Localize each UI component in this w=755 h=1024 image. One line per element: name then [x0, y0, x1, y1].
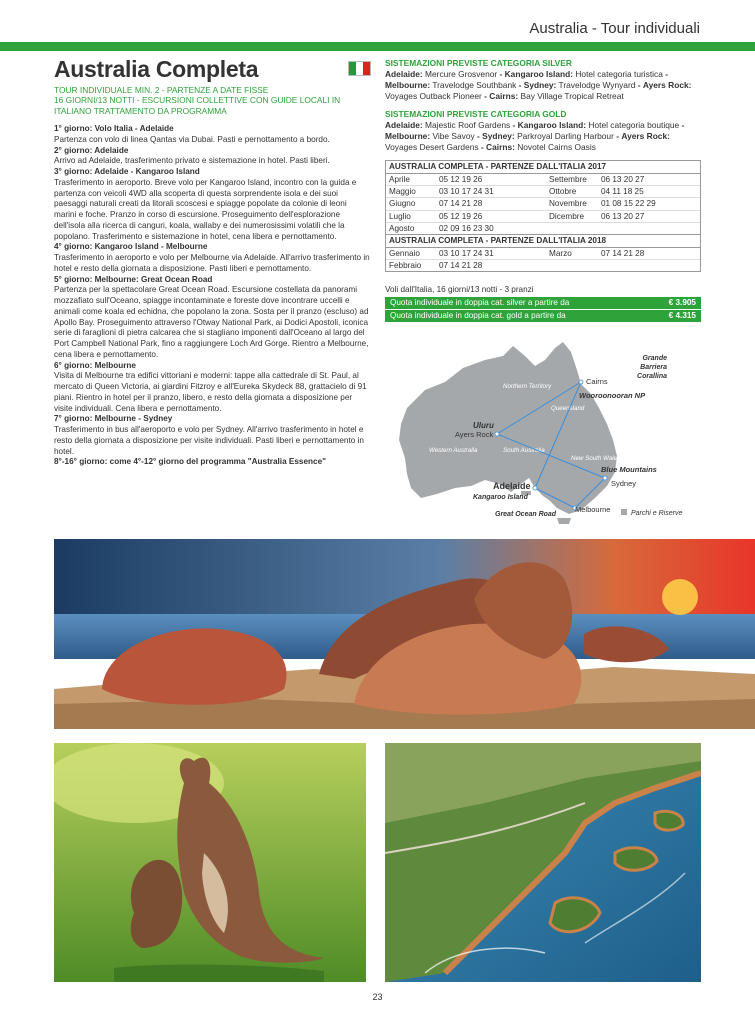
hotel-place: Melbourne: — [385, 80, 431, 90]
day-text: Visita di Melbourne tra edifici vittoriani e moderni: tappe alla cattedrale di St. Paul, al mercato di Queen Victoria, ai giardini Fitzroy e all'Eureka Skydeck 88, grattacielo di 91 piani. Rientro in hotel per il pranzo, libero, e resto della giornata a disposizione per visite individuali. Cena libera e pernottamento. — [54, 371, 367, 413]
great-ocean-road-photo — [385, 743, 701, 982]
hotel-place: Adelaide: — [385, 69, 423, 79]
page-number: 23 — [372, 992, 383, 1002]
day-item — [54, 124, 371, 146]
day-title: 5° giorno: Melbourne: Great Ocean Road — [54, 274, 213, 284]
price-box — [385, 284, 701, 322]
month: Dicembre — [549, 211, 585, 221]
month: Marzo — [549, 249, 572, 259]
table-row — [386, 198, 700, 210]
region-wa: Western Australia — [429, 447, 478, 454]
day-text: Trasferimento in aeroporto. Breve volo per Kangaroo Island, incontro con la guida e partenza con veicoli 4WD alla scoperta di questa sorprendente isola e dei suoi paesaggi naturali creati da litorali scoscesi e spiagge popolate da colonie di leoni marini e foche. Pranzo in corso di escursione. Proseguimento dell'esplorazione dell'isola alla ricerca di canguri, koala, wallaby e dei numerosissimi volatili che la popolano. Trasferimento e sistemazione in hotel, cena libera e pernottamento. — [54, 177, 357, 241]
hotel-place: Melbourne: — [385, 131, 431, 141]
price-row-gold — [385, 310, 701, 322]
month: Febbraio — [389, 261, 422, 271]
kangaroo-photo — [54, 743, 366, 982]
hotel-name: Novotel Cairns Oasis — [517, 142, 596, 152]
info-column — [385, 58, 701, 322]
table-row — [386, 174, 700, 186]
hotel-name: Majestic Roof Gardens — [425, 120, 511, 130]
hotel-place: Kangaroo Island: — [517, 120, 587, 130]
price-value: € 4.315 — [668, 311, 696, 321]
hotel-place: Cairns: — [489, 91, 519, 101]
itinerary-column — [54, 56, 371, 468]
table-row — [386, 223, 700, 235]
region-nsw: New South Wales — [571, 455, 621, 462]
day-title: 3° giorno: Adelaide - Kangaroo Island — [54, 167, 200, 177]
day-title: 2° giorno: Adelaide — [54, 145, 129, 155]
label-gbr-2: Barriera — [640, 364, 667, 371]
italian-flag-icon — [348, 61, 371, 76]
header-green-rule — [0, 42, 755, 51]
page-title: Australia Completa — [54, 56, 259, 82]
label-wooroonooran: Wooroonooran NP — [579, 391, 646, 400]
section-title: Australia - Tour individuali — [529, 20, 700, 37]
label-ayers-rock: Ayers Rock — [455, 430, 494, 439]
month: Novembre — [549, 199, 587, 209]
dates: 03 10 17 24 31 — [439, 187, 494, 197]
month: Maggio — [389, 187, 416, 197]
dates: 06 13 20 27 — [601, 175, 645, 184]
silver-heading: SISTEMAZIONI PREVISTE CATEGORIA SILVER — [385, 58, 572, 68]
gold-heading: SISTEMAZIONI PREVISTE CATEGORIA GOLD — [385, 109, 567, 119]
month: Gennaio — [389, 249, 420, 259]
hotel-place: Sydney: — [523, 80, 557, 90]
label-great-ocean-road: Great Ocean Road — [495, 511, 557, 518]
hotel-place: Ayers Rock: — [621, 131, 670, 141]
day-item — [54, 146, 371, 168]
parks-legend-label: Parchi e Riserve — [631, 510, 683, 517]
day-text: Trasferimento in aeroporto e volo per Melbourne via Adelaide. All'arrivo trasferimento in hotel e resto della giornata a disposizione. Pasti liberi e pernottamento. — [54, 253, 370, 273]
day-item — [54, 167, 371, 242]
day-title: 1° giorno: Volo Italia - Adelaide — [54, 124, 174, 134]
day-item — [54, 275, 371, 361]
day-title: 4° giorno: Kangaroo Island - Melbourne — [54, 242, 208, 252]
region-qld: Queensland — [551, 405, 585, 412]
hotel-name: Parkroyal Darling Harbour — [517, 131, 614, 141]
hotel-place: Sydney: — [482, 131, 515, 141]
hotel-name: Mercure Grosvenor — [425, 69, 498, 79]
hotel-place: Cairns: — [486, 142, 515, 152]
label-blue-mountains: Blue Mountains — [601, 465, 657, 474]
hotel-name: Travelodge Southbank — [432, 80, 517, 90]
day-item — [54, 361, 371, 415]
day-text: Partenza per la spettacolare Great Ocean Road. Escursione costellata da panorami mozzafiato sull'Oceano, spiagge incontaminate e foreste dove incontrare uccelli e animali come koala ed echidna, che popolano la zona. Sosta per il pranzo (escluso) ad Apollo Bay. Proseguimento attraverso l'Otway National Park, ai Dodici Apostoli, iconica serie di faraglioni di pietra calcarea che si stagliano imponenti dall'Oceano al largo del Port Campbell National Park, fino a raggiungere Loch Ard Gorge. Rientro a Melbourne, cena libera e pernottamento. — [54, 285, 369, 359]
hotel-name: Travelodge Wynyard — [558, 80, 636, 90]
hotel-place: Ayers Rock: — [642, 80, 692, 90]
hotel-name: Hotel categoria boutique — [588, 120, 680, 130]
table-row — [386, 186, 700, 198]
dates: 05 12 19 26 — [439, 211, 483, 221]
dates: 06 13 20 27 — [601, 211, 645, 221]
month: Ottobre — [549, 187, 577, 197]
price-label: Quota individuale in doppia cat. gold a partire da — [390, 311, 566, 321]
hotel-name: Voyages Desert Gardens — [385, 142, 479, 152]
month: Aprile — [389, 175, 410, 184]
departures-heading-2018: AUSTRALIA COMPLETA - PARTENZE DALL'ITALIA 2018 — [386, 235, 700, 248]
day-title: 8°-16° giorno: come 4°-12° giorno del programma "Australia Essence" — [54, 457, 327, 467]
month: Agosto — [389, 223, 415, 233]
ayers-rock-dot — [495, 432, 499, 436]
gold-hotels: Adelaide: Majestic Roof Gardens - Kangaroo Island: Hotel categoria boutique - Melbourne: Vibe Savoy - Sydney: Parkroyal Darling Harbour - Ayers Rock: Voyages Desert Gardens - Cairns: Novotel Cairns Oasis — [385, 120, 685, 152]
tour-subtitle-2: 16 GIORNI/13 NOTTI - ESCURSIONI COLLETTIVE CON GUIDE LOCALI IN ITALIANO TRATTAMENTO DA PROGRAMMA — [54, 95, 341, 116]
silver-hotels: Adelaide: Mercure Grosvenor - Kangaroo Island: Hotel categoria turistica - Melbourne: Travelodge Southbank - Sydney: Travelodge Wynyard - Ayers Rock: Voyages Outback Pioneer - Cairns: Bay Village Tropical Retreat — [385, 69, 692, 101]
label-uluru: Uluru — [473, 421, 494, 430]
day-title: 7° giorno: Melbourne - Sydney — [54, 414, 173, 424]
hotel-name: Hotel categoria turistica — [575, 69, 663, 79]
label-cairns: Cairns — [586, 377, 608, 386]
day-title: 6° giorno: Melbourne — [54, 360, 136, 370]
price-label: Quota individuale in doppia cat. silver a partire da — [390, 298, 570, 308]
day-item — [54, 414, 371, 457]
dates: 07 14 21 28 — [439, 199, 483, 209]
dates: 02 09 16 23 30 — [439, 223, 494, 233]
remarkable-rocks-photo — [54, 539, 755, 729]
day-text: Trasferimento in bus all'aeroporto e volo per Sydney. All'arrivo trasferimento in hotel e resto della giornata a disposizione per visite individuali. Pasti liberi e pernottamento in hotel. — [54, 425, 364, 456]
price-caption: Voli dall'Italia, 16 giorni/13 notti - 3 pranzi — [385, 285, 534, 295]
label-kangaroo-island: Kangaroo Island — [473, 494, 528, 501]
month: Giugno — [389, 199, 416, 209]
hotel-name: Bay Village Tropical Retreat — [520, 91, 624, 101]
cairns-dot — [579, 380, 583, 384]
month: Settembre — [549, 175, 587, 184]
hotel-place: Adelaide: — [385, 120, 423, 130]
label-adelaide: Adelaide — [493, 481, 531, 491]
month: Luglio — [389, 211, 411, 221]
tour-subtitle-1: TOUR INDIVIDUALE MIN. 2 - PARTENZE A DATE FISSE — [54, 85, 269, 95]
sydney-dot — [603, 476, 607, 480]
label-gbr-1: Grande — [642, 355, 667, 362]
table-row — [386, 260, 700, 271]
price-value: € 3.905 — [668, 298, 696, 308]
table-row — [386, 211, 700, 223]
itinerary — [54, 124, 371, 468]
hotel-name: Vibe Savoy — [432, 131, 475, 141]
parks-legend-swatch — [621, 509, 627, 515]
label-sydney: Sydney — [611, 479, 637, 488]
australia-route-map — [385, 338, 701, 524]
region-nt: Northern Territory — [503, 383, 552, 390]
dates: 03 10 17 24 31 — [439, 249, 494, 259]
day-text: Partenza con volo di linea Qantas via Dubai. Pasti e pernottamento a bordo. — [54, 134, 330, 144]
table-row — [386, 248, 700, 260]
dates: 04 11 18 25 — [601, 187, 644, 197]
price-row-silver — [385, 297, 701, 309]
dates: 01 08 15 22 29 — [601, 199, 656, 209]
dates: 07 14 21 28 — [439, 261, 483, 271]
region-sa: South Australia — [503, 447, 545, 454]
departures-heading-2017: AUSTRALIA COMPLETA - PARTENZE DALL'ITALIA 2017 — [386, 161, 700, 174]
label-gbr-3: Corallina — [637, 373, 667, 380]
day-item — [54, 242, 371, 274]
day-text: Arrivo ad Adelaide, trasferimento privato e sistemazione in hotel. Pasti liberi. — [54, 156, 330, 166]
hotel-place: Kangaroo Island: — [504, 69, 574, 79]
hotel-name: Voyages Outback Pioneer — [385, 91, 482, 101]
adelaide-dot — [533, 486, 537, 490]
dates: 07 14 21 28 — [601, 249, 645, 259]
departures-table — [385, 160, 701, 272]
dates: 05 12 19 26 — [439, 175, 483, 184]
tasmania — [557, 518, 571, 524]
day-item — [54, 457, 371, 468]
label-melbourne: Melbourne — [575, 505, 611, 514]
